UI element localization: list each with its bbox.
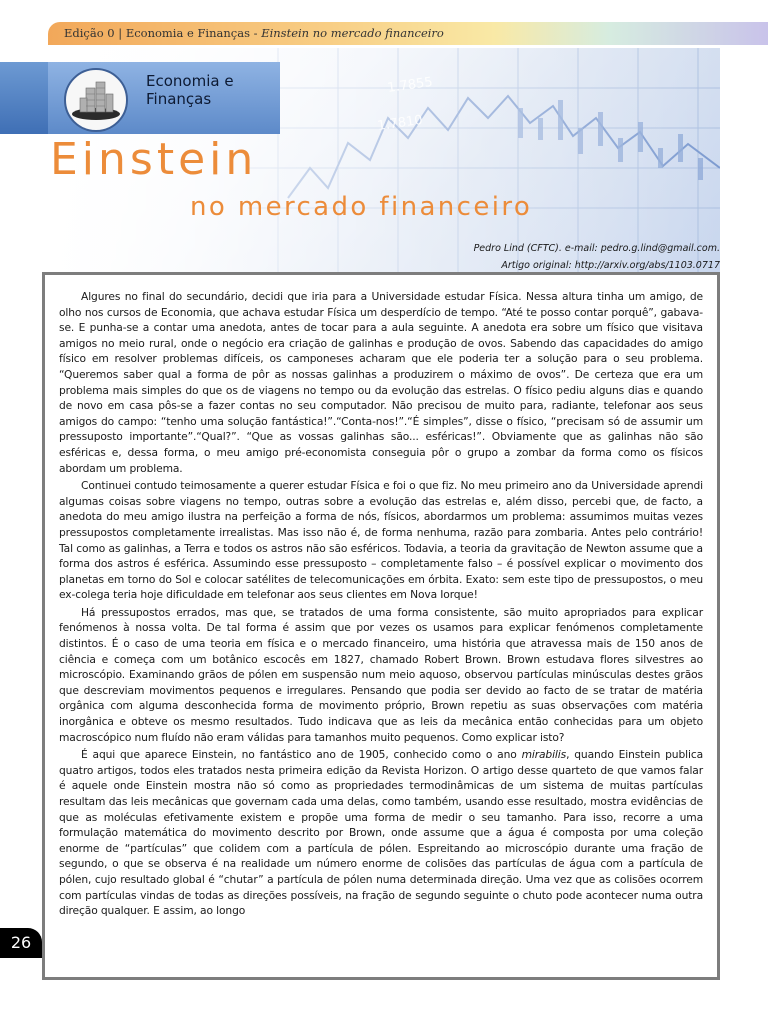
paragraph-3: Há pressupostos errados, mas que, se tratados de uma forma consistente, são muito apropriados para explicar fenómenos à nossa volta. De tal forma é assim que por vezes os usamos para explicar fenómenos completamente distintos. É o caso de uma teoria em física e o mercado financeiro, uma história que atravessa mais de 150 anos de ciência e começa com um botânico escocês em 1827, chamado Robert Brown. Brown estudava flores silvestres ao microscópio. Examinando grãos de pólen em suspensão num meio aquoso, observou partículas minúsculas destes grãos que descreviam movimentos pequenos e irregulares. Pensando que podia ser devido ao facto de se tratar de matéria orgânica com alguma desconhecida forma de movimento próprio, Brown repetiu as suas observações com matéria inorgânica e obteve os mesmo resultados. Tudo indicava que as leis da mecânica então conhecidas para um objeto macroscópico num fluído não eram válidas para tamanhos muito pequenos. Como explicar isto?: [59, 605, 703, 744]
paragraph-4-part-b: , quando Einstein publica quatro artigos, todos eles tratados nesta primeira edição da Revista Horizon. O artigo desse quarteto de que vamos falar é aquele onde Einstein mostra não só como as propriedades termodinâmicas de um sistema de muitas partículas resultam das leis mecânicas que governam cada uma delas, como também, usando esse resultado, mostra evidências de que as moléculas efetivamente existem e propõe uma forma de medir o seu tamanho. Para isso, recorre a uma formulação matemática do movimento descrito por Brown, onde assume que a água é composta por uma coleção enorme de “partículas” que colidem com a partícula de pólen. Espreitando ao microscópio durante uma fração de segundo, o que se observa é na realidade um número enorme de colisões das partículas de água com a partícula de pólen, cujo resultado global é “chutar” a partícula de pólen numa determinada direção. Uma vez que as colisões ocorrem com partículas vindas de todas as direções possíveis, na fração de segundo seguinte o chuto pode acontecer numa outra direção qualquer. E assim, ao longo: [59, 748, 704, 918]
author-line: Pedro Lind (CFTC). e-mail: pedro.g.lind@gmail.com.: [473, 243, 720, 254]
article-body: [59, 289, 703, 921]
article-subtitle: no mercado financeiro: [190, 192, 533, 222]
article-box: [42, 272, 720, 980]
breadcrumb: [64, 26, 444, 40]
source-line: Artigo original: http://arxiv.org/abs/1103.0717: [501, 260, 720, 271]
coin-stack-icon: [64, 68, 128, 132]
header-stripe: [48, 22, 768, 45]
side-tab: [0, 62, 48, 134]
paragraph-4-emphasis: mirabilis: [521, 748, 567, 762]
paragraph-4: [59, 747, 703, 919]
paragraph-1: Algures no final do secundário, decidi que iria para a Universidade estudar Física. Nessa altura tinha um amigo, de olho nos cursos de Economia, que achava estudar Física um desperdício de tempo. “Até te posso contar porquê”, gabava-se. E punha-se a contar uma anedota, antes de tocar para a aula seguinte. A anedota era sobre um físico que visitava amigos no meio rural, onde o negócio era criação de galinhas e produção de ovos. Sabendo das capacidades do amigo físico em resolver problemas difíceis, os camponeses acharam que ele poderia ter a solução para o seu problema. “Queremos saber qual a forma de pôr as nossas galinhas a produzirem o máximo de ovos”. De certeza que era um problema mais simples do que os de viagens no tempo ou da evolução das estrelas. O físico pediu alguns dias e quando de novo em casa pôs-se a fazer contas no seu computador. Não precisou de muito para, radiante, telefonar aos seus amigos do campo: “tenho uma solução fantástica!”.“Conta-nos!”.“É simples”, disse o físico, “precisam só de assumir um pressuposto importante”.“Qual?”. “Que as vossas galinhas são... esféricas!”. Obviamente que as galinhas não são esféricas e, dessa forma, o meu amigo pré-economista conseguia pôr o grupo a zombar da forma como os físicos abordam um problema.: [59, 290, 703, 475]
byline: [474, 240, 720, 274]
section-badge: [48, 62, 280, 134]
breadcrumb-article-title: Einstein no mercado financeiro: [261, 26, 444, 40]
article-title: Einstein: [50, 134, 258, 185]
page-number: 26: [0, 928, 42, 958]
paragraph-2: Continuei contudo teimosamente a querer estudar Física e foi o que fiz. No meu primeiro ano da Universidade aprendi algumas coisas sobre viagens no tempo, outras sobre a evolução das estrelas e, além disso, percebi que, de facto, a anedota do meu amigo ilustra na perfeição a forma de nós, físicos, abordarmos um problema: assumimos muitas vezes pressupostos completamente irrealistas. Mas isso não é, de forma nenhuma, razão para zombaria. Antes pelo contrário! Tal como as galinhas, a Terra e todos os astros não são esféricos. Todavia, a teoria da gravitação de Newton assume que a forma dos astros é esférica. Assumindo esse pressuposto – completamente falso – é possível explicar o movimento dos planetas em torno do Sol e colocar satélites de telecomunicações em órbita. Exato: sem este tipo de pressupostos, o meu ex-colega teria hoje dificuldade em telefonar aos seus clientes em Nova Iorque!: [59, 479, 703, 602]
paragraph-4-part-a: É aqui que aparece Einstein, no fantástico ano de 1905, conhecido como o ano: [81, 748, 522, 762]
breadcrumb-prefix: Edição 0 | Economia e Finanças -: [64, 26, 262, 40]
section-label: Economia e Finanças: [146, 72, 234, 108]
